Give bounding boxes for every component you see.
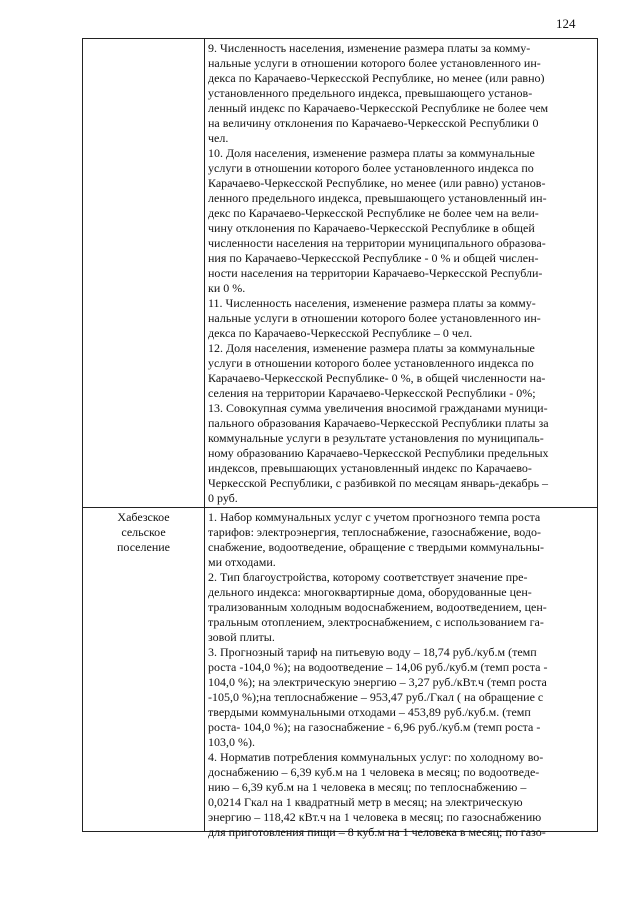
text-line: нальные услуги в отношении которого более установленного ин- — [208, 311, 541, 325]
text-line: тарифов: электроэнергия, теплоснабжение, газоснабжение, водо- — [208, 525, 541, 539]
indicator-paragraph — [205, 401, 597, 506]
settlement-name — [83, 508, 204, 555]
settlement-name-line: поселение — [116, 540, 170, 554]
indicators-cell — [205, 39, 598, 508]
page-number: 124 — [556, 16, 576, 31]
text-line: 10. Доля населения, изменение размера платы за коммунальные — [208, 146, 535, 160]
settlement-name-line: сельское — [121, 525, 166, 539]
settlement-cell — [83, 508, 205, 832]
indicators-cell — [205, 508, 598, 839]
text-line: дельного индекса: многоквартирные дома, оборудованные цен- — [208, 585, 532, 599]
text-line: 3. Прогнозный тариф на питьевую воду – 18,74 руб./куб.м (темп — [208, 645, 537, 659]
text-line: установленного предельного индекса, превышающего установ- — [208, 86, 533, 100]
text-line: 1. Набор коммунальных услуг с учетом прогнозного темпа роста — [208, 510, 541, 524]
text-line: селения на территории Карачаево-Черкесской Республики - 0%; — [208, 386, 536, 400]
indicator-table — [82, 38, 598, 839]
text-line: услуги в отношении которого более установленного индекса по — [208, 356, 534, 370]
text-line: -105,0 %);на теплоснабжение – 953,47 руб./Гкал ( на обращение с — [208, 690, 544, 704]
indicator-paragraph — [205, 645, 597, 750]
text-line: индексов, превышающих установленный индекс по Карачаево- — [208, 461, 532, 475]
text-line: чел. — [208, 131, 229, 145]
text-line: декса по Карачаево-Черкесской Республике, но менее (или равно) — [208, 71, 545, 85]
settlement-name-line: Хабезское — [117, 510, 170, 524]
text-line: доснабжению – 6,39 куб.м на 1 человека в месяц; по водоотведе- — [208, 765, 540, 779]
text-line: декса по Карачаево-Черкесской Республике – 0 чел. — [208, 326, 473, 340]
text-line: энергию – 118,42 кВт.ч на 1 человека в месяц; по газоснабжению — [208, 810, 542, 824]
text-line: 4. Норматив потребления коммунальных услуг: по холодному во- — [208, 750, 544, 764]
text-line: декс по Карачаево-Черкесской Республике не более чем на вели- — [208, 206, 539, 220]
text-line: коммунальные услуги в результате установления по муниципаль- — [208, 431, 544, 445]
text-line: нальные услуги в отношении которого более установленного ин- — [208, 56, 541, 70]
text-line: зовой плиты. — [208, 630, 275, 644]
text-line: нию – 6,39 куб.м на 1 человека в месяц; по теплоснабжению – — [208, 780, 527, 794]
indicator-paragraph — [205, 41, 597, 146]
settlement-cell-empty — [83, 39, 205, 508]
text-line: ленного предельного индекса, превышающего установленный ин- — [208, 191, 547, 205]
text-line: ности населения на территории Карачаево-Черкесской Республи- — [208, 266, 543, 280]
text-line: трализованным холодным водоснабжением, водоотведением, цен- — [208, 600, 547, 614]
text-line: Черкесской Республики, с разбивкой по месяцам январь-декабрь – — [208, 476, 549, 490]
text-line: услуги в отношении которого более установленного индекса по — [208, 161, 534, 175]
text-line: роста- 104,0 %); на газоснабжение - 6,96 руб./куб.м (темп роста - — [208, 720, 541, 734]
text-line: 13. Совокупная сумма увеличения вносимой гражданами муници- — [208, 401, 548, 415]
indicators-list — [205, 39, 597, 507]
indicator-paragraph — [205, 510, 597, 570]
text-line: тральным отоплением, электроснабжением, с использованием га- — [208, 615, 544, 629]
indicator-paragraph — [205, 296, 597, 341]
text-line: чину отклонения по Карачаево-Черкесской Республике в общей — [208, 221, 535, 235]
text-line: Карачаево-Черкесской Республике, но менее (или равно) установ- — [208, 176, 546, 190]
text-line: роста -104,0 %); на водоотведение – 14,06 руб./куб.м (темп роста - — [208, 660, 548, 674]
table-row-khabez — [83, 508, 598, 832]
text-line: твердыми коммунальными отходами – 453,89 руб./куб.м. (темп — [208, 705, 531, 719]
indicators-list — [205, 508, 597, 839]
text-line: пального образования Карачаево-Черкесской Республики платы за — [208, 416, 549, 430]
text-line: ки 0 %. — [208, 281, 246, 295]
text-line: ленный индекс по Карачаево-Черкесской Республике не более чем — [208, 101, 549, 115]
table-row-continued — [83, 39, 598, 508]
text-line: 103,0 %). — [208, 735, 255, 749]
indicator-paragraph — [205, 341, 597, 401]
text-line: снабжение, водоотведение, обращение с твердыми коммунальны- — [208, 540, 544, 554]
text-line: 12. Доля населения, изменение размера платы за коммунальные — [208, 341, 535, 355]
text-line: 104,0 %); на электрическую энергию – 3,27 руб./кВт.ч (темп роста — [208, 675, 547, 689]
indicator-paragraph — [205, 750, 597, 840]
text-line: 0 руб. — [208, 491, 238, 505]
indicator-paragraph — [205, 146, 597, 296]
text-line: численности населения на территории муниципального образова- — [208, 236, 546, 250]
text-line: 11. Численность населения, изменение размера платы за комму- — [208, 296, 536, 310]
text-line: для приготовления пищи – 8 куб.м на 1 человека в месяц; по газо- — [208, 825, 546, 839]
text-line: ному образованию Карачаево-Черкесской Республики предельных — [208, 446, 549, 460]
text-line: ми отходами. — [208, 555, 276, 569]
text-line: Карачаево-Черкесской Республике- 0 %, в общей численности на- — [208, 371, 546, 385]
text-line: на величину отклонения по Карачаево-Черкесской Республики 0 — [208, 116, 539, 130]
text-line: 2. Тип благоустройства, которому соответствует значение пре- — [208, 570, 528, 584]
text-line: 0,0214 Гкал на 1 квадратный метр в месяц; на электрическую — [208, 795, 523, 809]
text-line: ния по Карачаево-Черкесской Республике - 0 % и общей числен- — [208, 251, 539, 265]
indicator-paragraph — [205, 570, 597, 645]
text-line: 9. Численность населения, изменение размера платы за комму- — [208, 41, 531, 55]
